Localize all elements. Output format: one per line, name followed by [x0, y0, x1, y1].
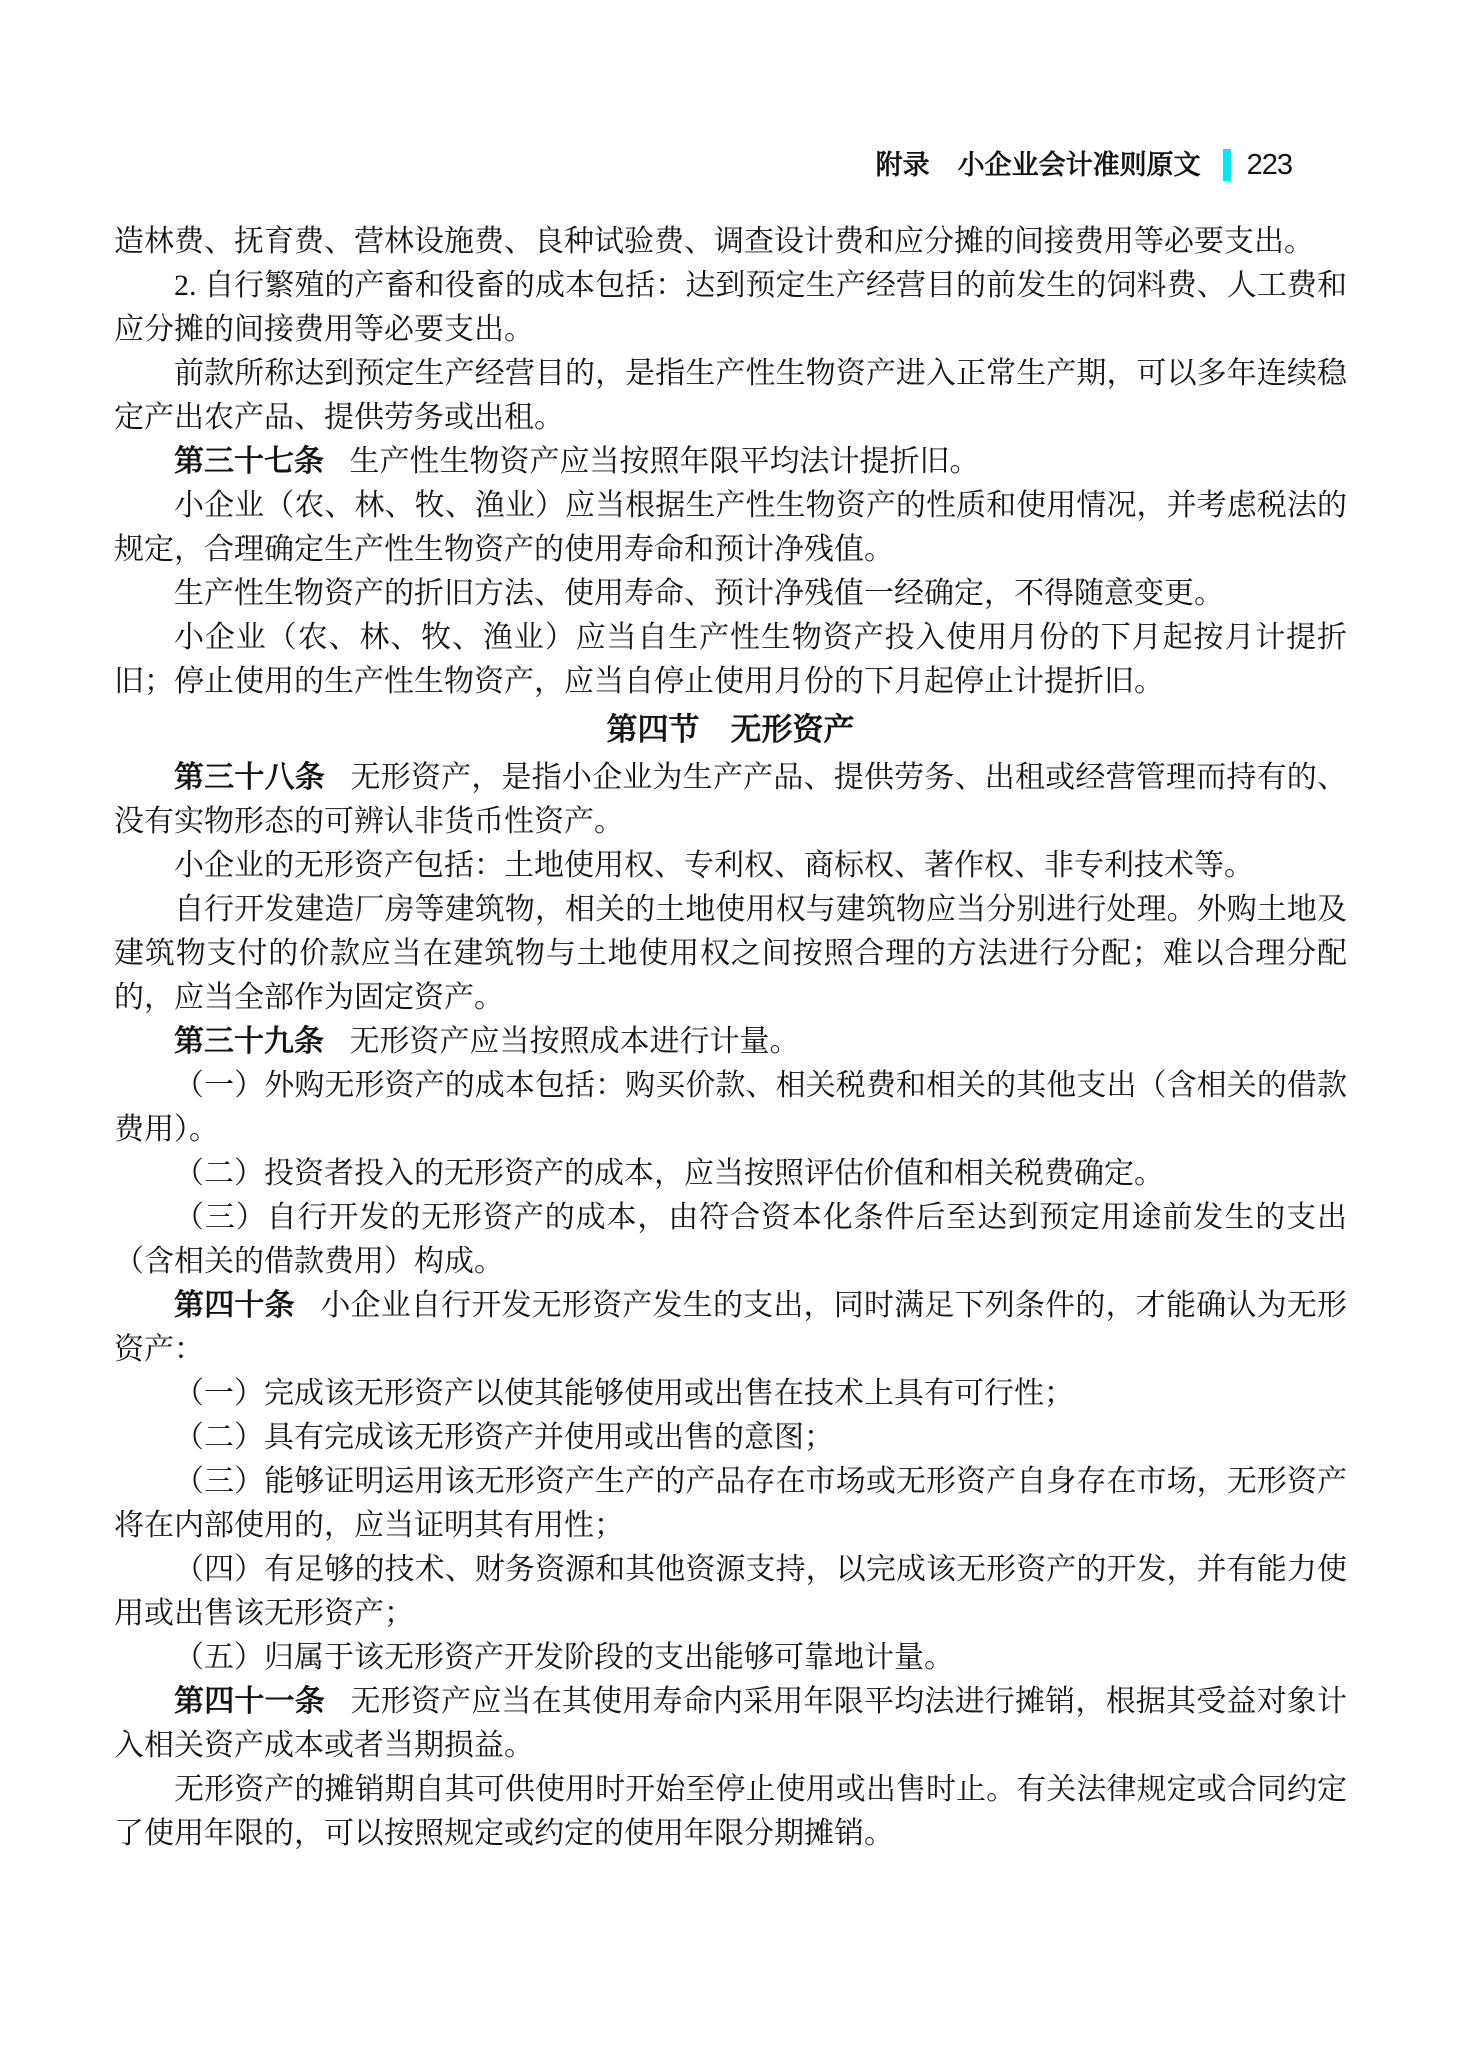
paragraph: [114, 1416, 1347, 1460]
paragraph-text: （一）完成该无形资产以使其能够使用或出售在技术上具有可行性；: [174, 1377, 1074, 1410]
paragraph: [114, 572, 1347, 616]
paragraph-text: 无形资产的摊销期自其可供使用时开始至停止使用或出售时止。有关法律规定或合同约定了使用年限的，可以按照规定或约定的使用年限分期摊销。: [114, 1773, 1347, 1850]
paragraph: [114, 484, 1347, 572]
section-heading: 第四节 无形资产: [606, 712, 855, 747]
paragraph-text: （三）能够证明运用该无形资产生产的产品存在市场或无形资产自身存在市场，无形资产将在内部使用的，应当证明其有用性；: [114, 1465, 1347, 1542]
paragraph: [114, 1636, 1347, 1680]
paragraph: [114, 844, 1347, 888]
paragraph: [114, 1152, 1347, 1196]
paragraph: [114, 1020, 1347, 1064]
paragraph-text: 小企业的无形资产包括：土地使用权、专利权、商标权、著作权、非专利技术等。: [174, 849, 1254, 882]
paragraph-text: （三）自行开发的无形资产的成本，由符合资本化条件后至达到预定用途前发生的支出（含相关的借款费用）构成。: [114, 1201, 1347, 1278]
article-number-lead: 第三十七条: [174, 445, 324, 478]
page-number-accent-bar: [1223, 149, 1231, 181]
paragraph-text: 小企业自行开发无形资产发生的支出，同时满足下列条件的，才能确认为无形资产：: [114, 1289, 1348, 1366]
paragraph: [114, 756, 1347, 844]
paragraph-text: （二）具有完成该无形资产并使用或出售的意图；: [174, 1421, 834, 1454]
paragraph: [114, 1064, 1347, 1152]
article-number-lead: 第四十一条: [174, 1685, 326, 1718]
paragraph-text: 自行开发建造厂房等建筑物，相关的土地使用权与建筑物应当分别进行处理。外购土地及建筑物支付的价款应当在建筑物与土地使用权之间按照合理的方法进行分配；难以合理分配的，应当全部作为固定资产。: [114, 893, 1347, 1014]
article-number-lead: 第三十八条: [174, 761, 326, 794]
paragraph-text: 前款所称达到预定生产经营目的，是指生产性生物资产进入正常生产期，可以多年连续稳定产出农产品、提供劳务或出租。: [114, 357, 1347, 434]
paragraph-text: 2. 自行繁殖的产畜和役畜的成本包括：达到预定生产经营目的前发生的饲料费、人工费和应分摊的间接费用等必要支出。: [114, 269, 1347, 346]
running-header: [0, 148, 1292, 182]
paragraph-text: 小企业（农、林、牧、渔业）应当自生产性生物资产投入使用月份的下月起按月计提折旧；停止使用的生产性生物资产，应当自停止使用月份的下月起停止计提折旧。: [114, 621, 1347, 698]
paragraph-text: 生产性生物资产的折旧方法、使用寿命、预计净残值一经确定，不得随意变更。: [174, 577, 1224, 610]
paragraph: [114, 352, 1347, 440]
paragraph-text: 无形资产应当在其使用寿命内采用年限平均法进行摊销，根据其受益对象计入相关资产成本或者当期损益。: [114, 1685, 1348, 1762]
paragraph-text: 无形资产应当按照成本进行计量。: [349, 1025, 800, 1058]
header-section-label: 附录: [875, 150, 930, 180]
paragraph: [114, 220, 1347, 264]
paragraph: [114, 1768, 1347, 1856]
paragraph-text: （二）投资者投入的无形资产的成本，应当按照评估价值和相关税费确定。: [174, 1157, 1164, 1190]
paragraph-text: （一）外购无形资产的成本包括：购买价款、相关税费和相关的其他支出（含相关的借款费用）。: [114, 1069, 1347, 1146]
paragraph-text: 生产性生物资产应当按照年限平均法计提折旧。: [349, 445, 980, 478]
article-number-lead: 第四十条: [174, 1289, 295, 1322]
paragraph-text: 小企业（农、林、牧、渔业）应当根据生产性生物资产的性质和使用情况，并考虑税法的规定，合理确定生产性生物资产的使用寿命和预计净残值。: [114, 489, 1347, 566]
paragraph-text: （四）有足够的技术、财务资源和其他资源支持，以完成该无形资产的开发，并有能力使用或出售该无形资产；: [114, 1553, 1347, 1630]
paragraph: [114, 888, 1347, 1020]
paragraph: [114, 1284, 1347, 1372]
paragraph-text: （五）归属于该无形资产开发阶段的支出能够可靠地计量。: [174, 1641, 954, 1674]
article-number-lead: 第三十九条: [174, 1025, 324, 1058]
paragraph: [114, 264, 1347, 352]
paragraph: [114, 1196, 1347, 1284]
paragraph: [114, 440, 1347, 484]
paragraph-text: 造林费、抚育费、营林设施费、良种试验费、调查设计费和应分摊的间接费用等必要支出。: [114, 225, 1314, 258]
paragraph-text: 无形资产，是指小企业为生产产品、提供劳务、出租或经营管理而持有的、没有实物形态的可辨认非货币性资产。: [114, 761, 1348, 838]
paragraph: [114, 1460, 1347, 1548]
page-body: [114, 220, 1347, 1856]
header-chapter-title: 小企业会计准则原文: [957, 150, 1201, 180]
paragraph: [114, 1548, 1347, 1636]
paragraph: [114, 616, 1347, 704]
paragraph: [114, 1372, 1347, 1416]
page-number: 223: [1246, 149, 1292, 181]
paragraph: [114, 1680, 1347, 1768]
